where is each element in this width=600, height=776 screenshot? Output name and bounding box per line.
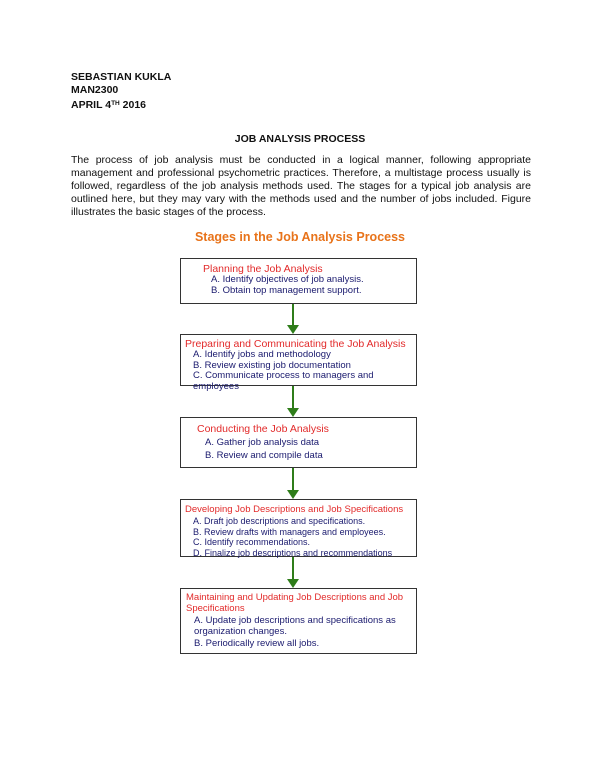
course-code: MAN2300 <box>71 84 119 96</box>
intro-paragraph: The process of job analysis must be conducted in a logical manner, following appropriate management and professional psychometric practices. Therefore, a multistage process usually is followed, regardless of the job analysis methods used. The stages for a typical job analysis are outlined here, but they may vary with the methods used and the number of jobs included. Figure illustrates the basic stages of the process. <box>71 154 531 218</box>
stage-box-conducting <box>180 417 417 468</box>
flow-arrow <box>287 557 299 588</box>
stage-item: B. Obtain top management support. <box>211 284 362 296</box>
stage-item: D. Finalize job descriptions and recommendations <box>193 547 393 558</box>
stage-item: A. Identify objectives of job analysis. <box>211 274 364 285</box>
flow-arrow <box>287 468 299 499</box>
stage-title: Maintaining and Updating Job Descriptions and Job Specifications <box>186 592 404 614</box>
stage-item: A. Draft job descriptions and specifications. <box>193 516 366 526</box>
stage-box-planning <box>180 258 417 304</box>
stage-item: B. Periodically review all jobs. <box>194 638 320 649</box>
stage-title: Planning the Job Analysis <box>203 263 323 275</box>
stage-title: Conducting the Job Analysis <box>197 423 329 435</box>
stage-title: Developing Job Descriptions and Job Specifications <box>185 504 404 515</box>
document-header <box>71 71 171 112</box>
document-date: APRIL 4TH 2016 <box>71 99 147 111</box>
stage-item: B. Review drafts with managers and employees. <box>193 526 386 537</box>
stage-item: B. Review existing job documentation <box>193 359 351 371</box>
author-name: SEBASTIAN KUKLA <box>71 71 172 83</box>
stage-item: C. Communicate process to managers and employees <box>193 370 374 392</box>
document-title: JOB ANALYSIS PROCESS <box>234 133 366 145</box>
stage-box-maintaining <box>180 588 417 654</box>
stage-box-preparing <box>180 334 417 392</box>
stage-item: A. Gather job analysis data <box>205 437 320 448</box>
flow-arrow <box>287 386 299 417</box>
stage-item: A. Update job descriptions and specifications as organization changes. <box>194 615 396 637</box>
stage-item: C. Identify recommendations. <box>193 537 311 547</box>
flow-arrow <box>287 304 299 334</box>
stage-title: Preparing and Communicating the Job Analysis <box>185 338 406 350</box>
stage-item: B. Review and compile data <box>205 449 323 461</box>
stage-box-developing <box>180 499 417 557</box>
figure-title: Stages in the Job Analysis Process <box>194 230 406 244</box>
stage-item: A. Identify jobs and methodology <box>193 349 331 360</box>
